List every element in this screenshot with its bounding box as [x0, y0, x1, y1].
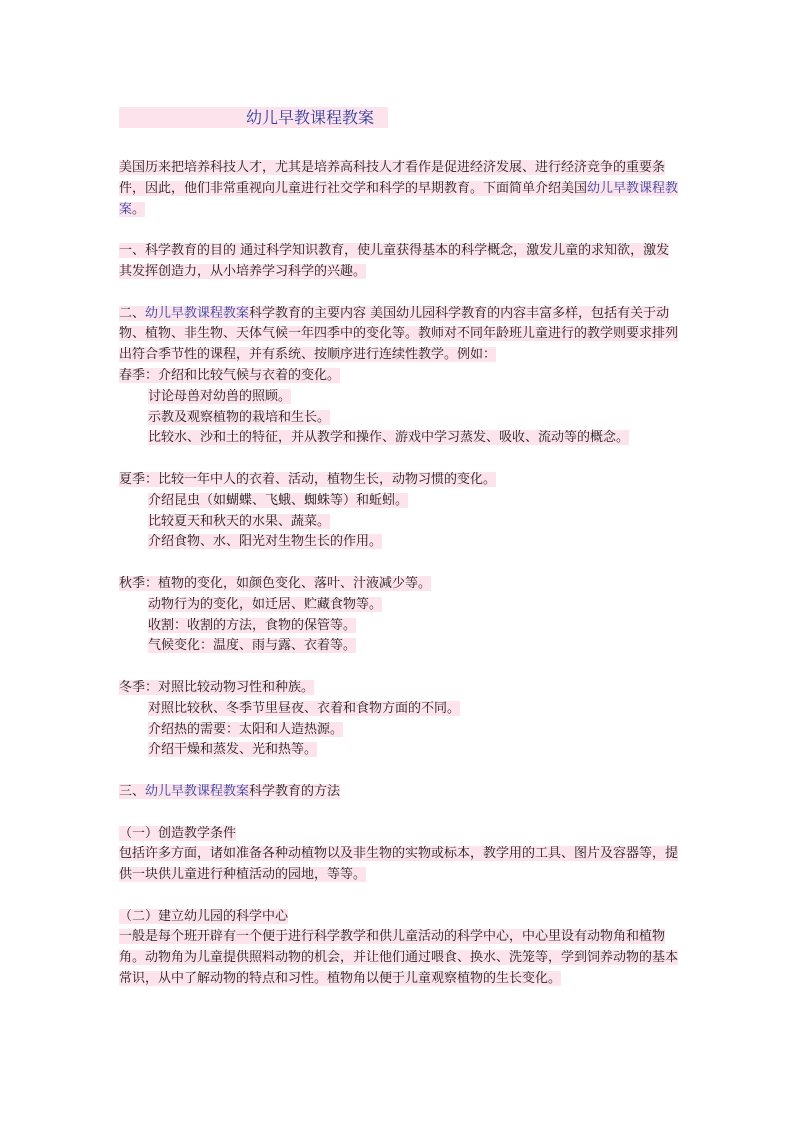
season-autumn-first: 秋季：植物的变化，如颜色变化、落叶、汁液减少等。 — [119, 575, 432, 591]
season-autumn-item: 动物行为的变化，如迁居、贮藏食物等。 — [148, 596, 383, 612]
method1-heading: （一）创造教学条件 — [119, 825, 237, 841]
season-winter-item: 对照比较秋、冬季节里昼夜、衣着和食物方面的不同。 — [148, 700, 461, 716]
intro-link[interactable]: 幼儿早教课程教案 — [119, 180, 679, 217]
section2-prefix: 二、 — [119, 305, 146, 321]
season-summer-item: 比较夏天和秋天的水果、蔬菜。 — [148, 513, 331, 529]
method1-text: 包括许多方面，诸如准备各种动植物以及非生物的实物或标本，教学用的工具、图片及容器等，提供一块供儿童进行种植活动的园地，等等。 — [119, 846, 679, 883]
intro-paragraph — [119, 158, 679, 220]
season-spring-item: 示教及观察植物的栽培和生长。 — [148, 409, 331, 425]
season-winter-item: 介绍干燥和蒸发、光和热等。 — [148, 742, 318, 758]
intro-text: 美国历来把培养科技人才，尤其是培养高科技人才看作是促进经济发展、进行经济竞争的重要条件，因此，他们非常重视向儿童进行社交学和科学的早期教育。下面简单介绍美国 — [119, 160, 666, 196]
section3-heading: 三、幼儿早教课程教案科学教育的方法 — [119, 783, 341, 799]
section2-link[interactable]: 幼儿早教课程教案 — [145, 305, 250, 321]
page-title: 幼儿早教课程教案 — [246, 108, 375, 127]
section2-text: 科学教育的主要内容 美国幼儿园科学教育的内容丰富多样，包括有关于动物、植物、非生物、天体气候一年四季中的变化等。教师对不同年龄班儿童进行的教学则要求排列出符合季节性的课程，并有系统、按顺序进行连续性教学。例如： — [119, 305, 679, 363]
section1-paragraph — [119, 241, 679, 283]
section2-paragraph — [119, 304, 679, 366]
season-summer-item: 介绍食物、水、阳光对生物生长的作用。 — [148, 534, 383, 550]
method2-text: 一般是每个班开辟有一个便于进行科学教学和供儿童活动的科学中心，中心里设有动物角和植物角。动物角为儿童提供照料动物的机会，并让他们通过喂食、换水、洗笼等，学到饲养动物的基本常识，从中了解动物的特点和习性。植物角以便于儿童观察植物的生长变化。 — [119, 929, 679, 987]
method2-heading: （二）建立幼儿园的科学中心 — [119, 908, 289, 924]
intro-end: 。 — [132, 201, 146, 217]
document-body — [119, 158, 679, 990]
season-autumn-item: 收割：收割的方法，食物的保管等。 — [148, 617, 357, 633]
season-winter-first: 冬季：对照比较动物习性和种族。 — [119, 679, 315, 695]
season-winter-item: 介绍热的需要：太阳和人造热源。 — [148, 721, 344, 737]
season-spring-first: 春季：介绍和比较气候与衣着的变化。 — [119, 367, 341, 383]
season-summer-item: 介绍昆虫（如蝴蝶、飞蛾、蜘蛛等）和蚯蚓。 — [148, 492, 409, 508]
section1-text: 一、科学教育的目的 通过科学知识教育，使儿童获得基本的科学概念，激发儿童的求知欲，激发其发挥创造力，从小培养学习科学的兴趣。 — [119, 243, 670, 279]
season-summer-first: 夏季：比较一年中人的衣着、活动，植物生长，动物习惯的变化。 — [119, 471, 497, 487]
season-autumn-item: 气候变化：温度、雨与露、衣着等。 — [148, 638, 357, 654]
season-spring-item: 讨论母兽对幼兽的照顾。 — [148, 388, 292, 404]
section3-link[interactable]: 幼儿早教课程教案 — [145, 783, 250, 799]
season-spring-item: 比较水、沙和土的特征，并从教学和操作、游戏中学习蒸发、吸收、流动等的概念。 — [148, 430, 630, 446]
